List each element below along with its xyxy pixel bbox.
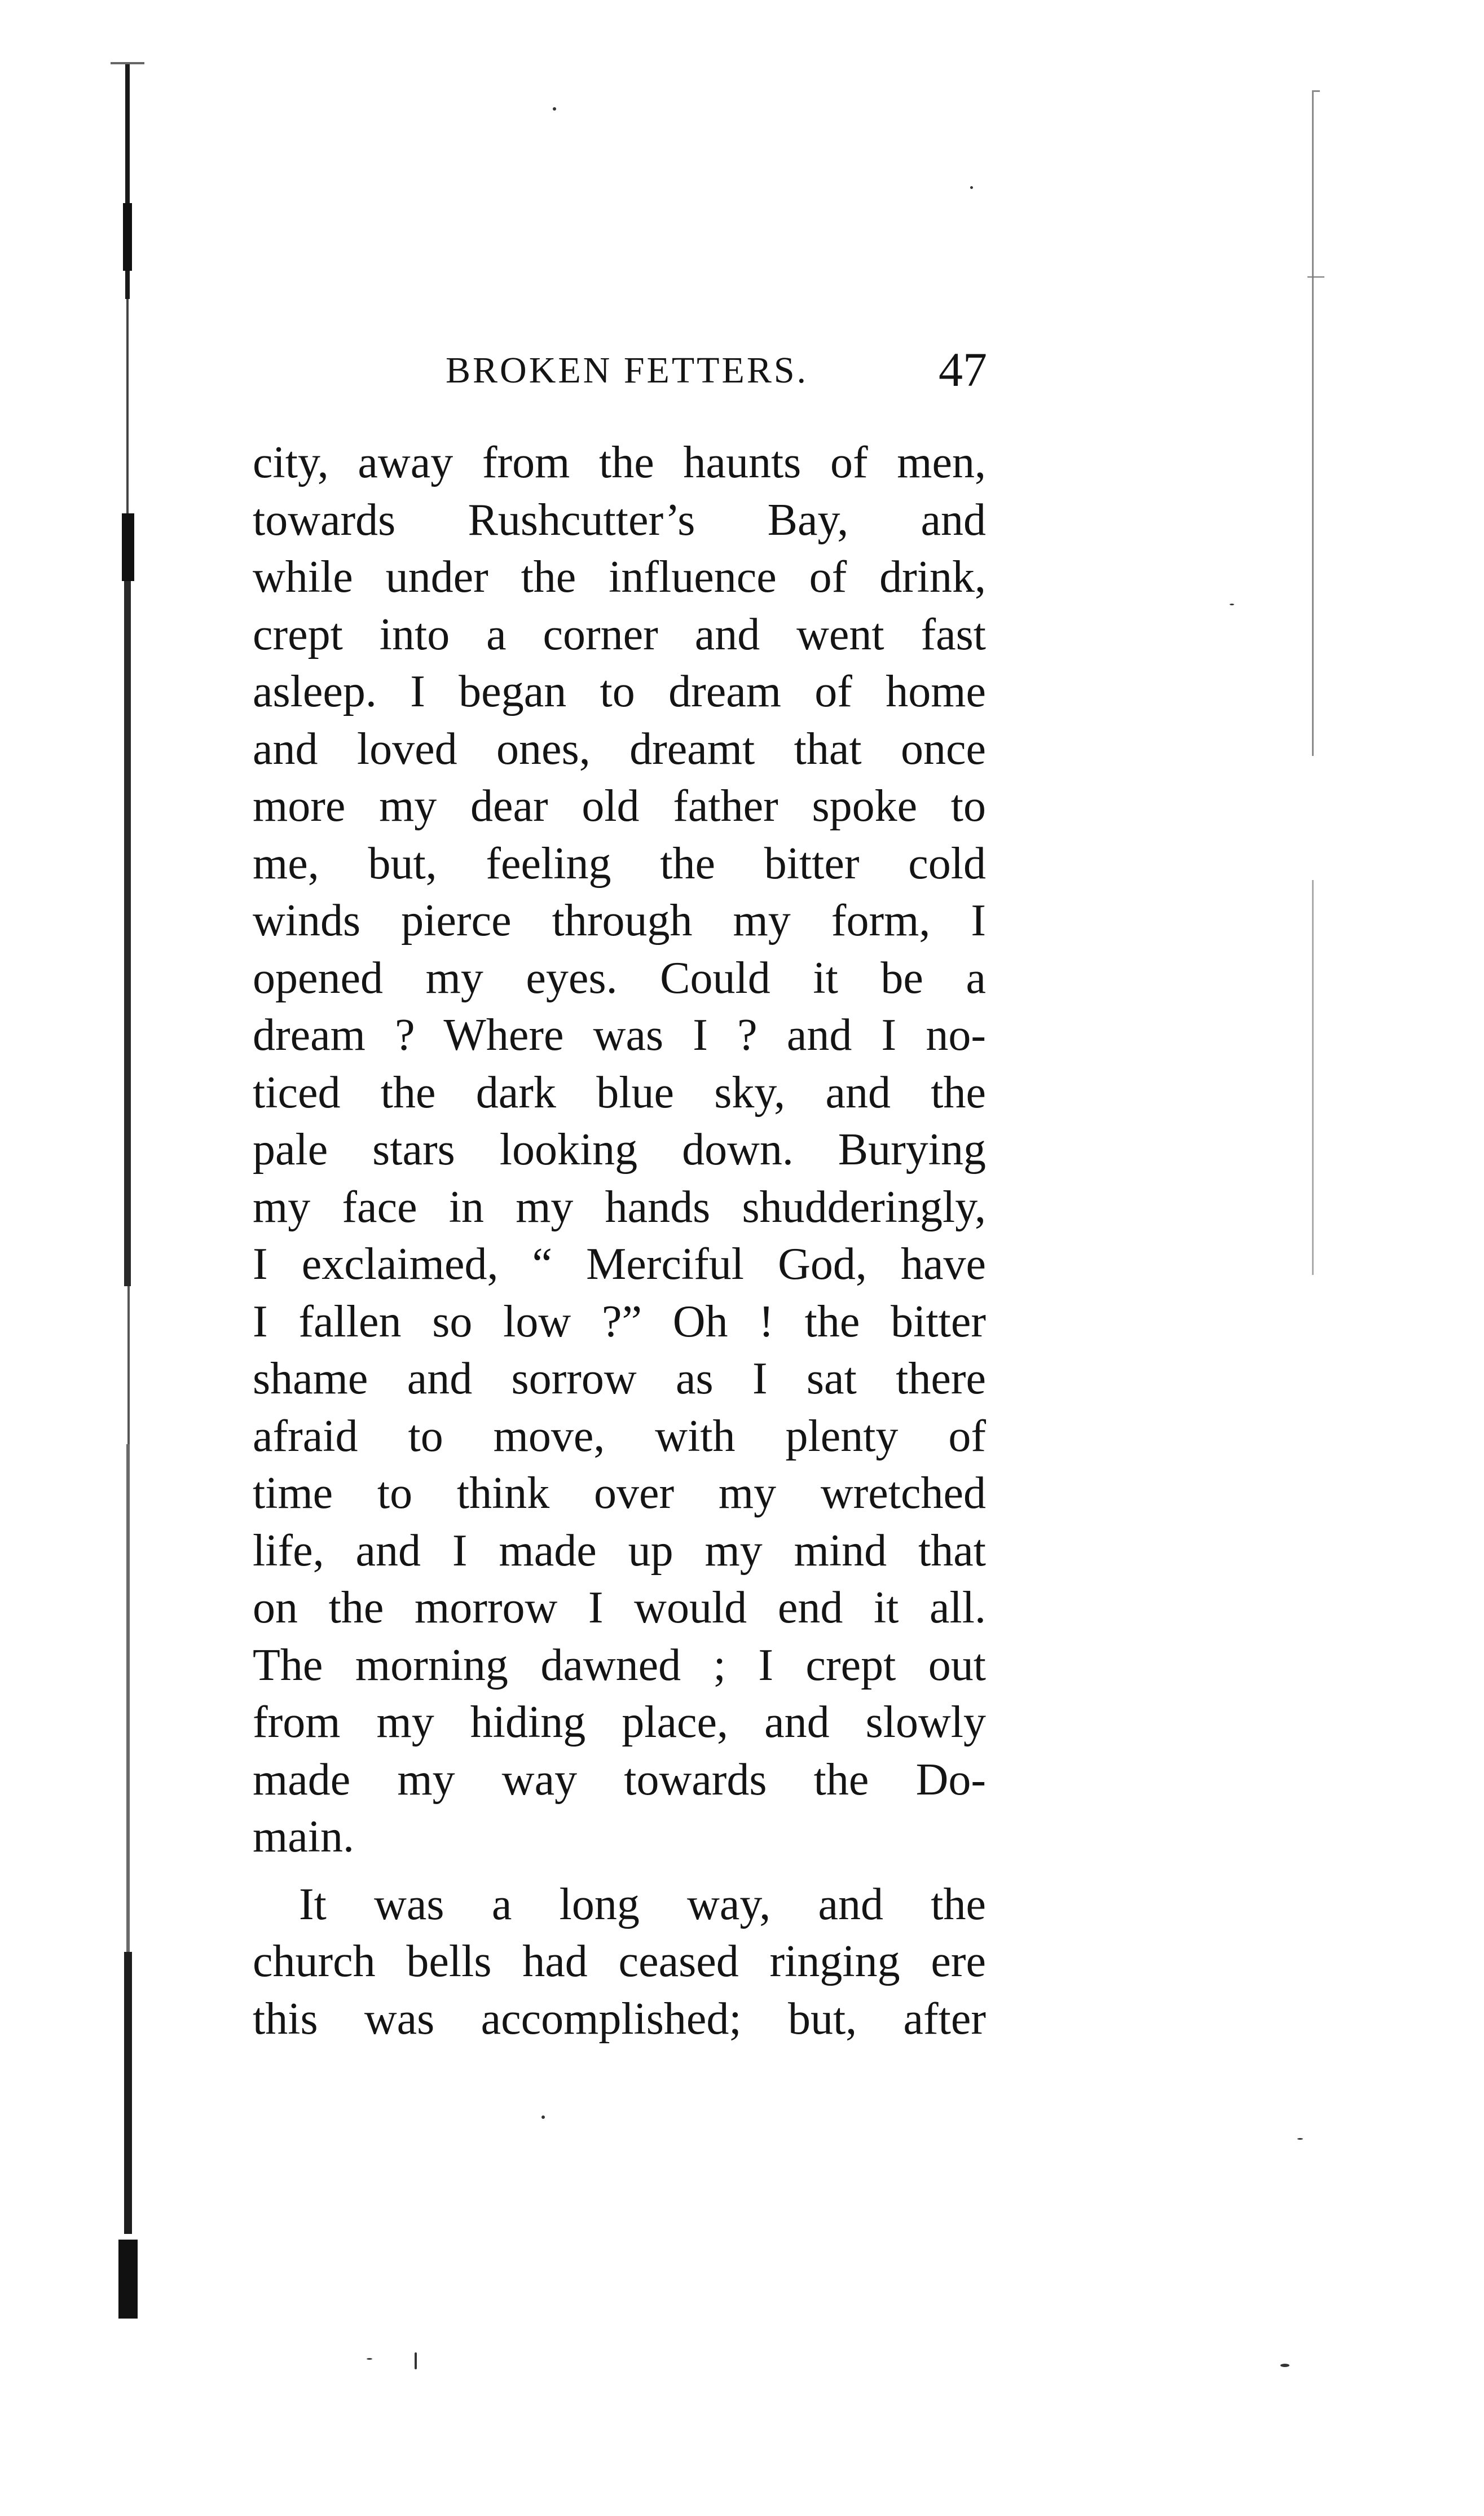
text-line: from my hiding place, and slowly <box>253 1697 986 1747</box>
text-line: time to think over my wretched <box>253 1468 986 1518</box>
text-line: more my dear old father spoke to <box>253 781 986 831</box>
text-line: this was accomplished; but, after <box>253 1994 986 2044</box>
text-line: towards Rushcutter’s Bay, and <box>253 495 986 545</box>
scan-speck <box>367 2358 372 2360</box>
text-line: It was a long way, and the <box>299 1879 986 1929</box>
scan-speck <box>1230 604 1234 605</box>
text-line: The morning dawned ; I crept out <box>253 1640 986 1690</box>
body-text <box>253 434 986 2048</box>
text-line: main. <box>253 1812 354 1862</box>
scan-speck <box>1297 2138 1303 2140</box>
text-line: shame and sorrow as I sat there <box>253 1354 986 1404</box>
text-line: dream ? Where was I ? and I no- <box>253 1010 986 1060</box>
scan-speck <box>415 2352 417 2369</box>
text-line: I fallen so low ?” Oh ! the bitter <box>253 1296 986 1347</box>
text-line: asleep. I began to dream of home <box>253 667 986 716</box>
text-line: opened my eyes. Could it be a <box>253 953 986 1003</box>
running-title: BROKEN FETTERS. <box>446 350 809 391</box>
text-line: me, but, feeling the bitter cold <box>253 838 986 888</box>
text-line: city, away from the haunts of men, <box>253 438 986 487</box>
text-line: crept into a corner and went fast <box>253 609 986 659</box>
text-line: winds pierce through my form, I <box>253 896 986 945</box>
text-line: my face in my hands shudderingly, <box>253 1182 986 1232</box>
page-header <box>446 341 987 403</box>
text-line: life, and I made up my mind that <box>253 1525 986 1576</box>
scan-speck <box>1280 2364 1289 2367</box>
text-line: pale stars looking down. Burying <box>253 1125 986 1175</box>
scan-speck <box>553 107 556 111</box>
scan-speck <box>541 2115 545 2119</box>
text-line: on the morrow I would end it all. <box>253 1583 986 1633</box>
text-line: while under the influence of drink, <box>253 552 986 602</box>
text-line: church bells had ceased ringing ere <box>253 1937 986 1986</box>
scanned-binding-edge <box>111 62 147 2347</box>
page-number: 47 <box>939 342 987 397</box>
text-line: and loved ones, dreamt that once <box>253 724 986 774</box>
scan-speck <box>970 186 973 189</box>
text-line: I exclaimed, “ Merciful God, have <box>253 1239 986 1289</box>
text-line: afraid to move, with plenty of <box>253 1411 986 1461</box>
text-line: made my way towards the Do- <box>253 1754 986 1805</box>
right-margin-rule <box>1307 90 1324 1275</box>
text-line: ticed the dark blue sky, and the <box>253 1067 986 1118</box>
paragraph-break <box>253 1866 986 1876</box>
